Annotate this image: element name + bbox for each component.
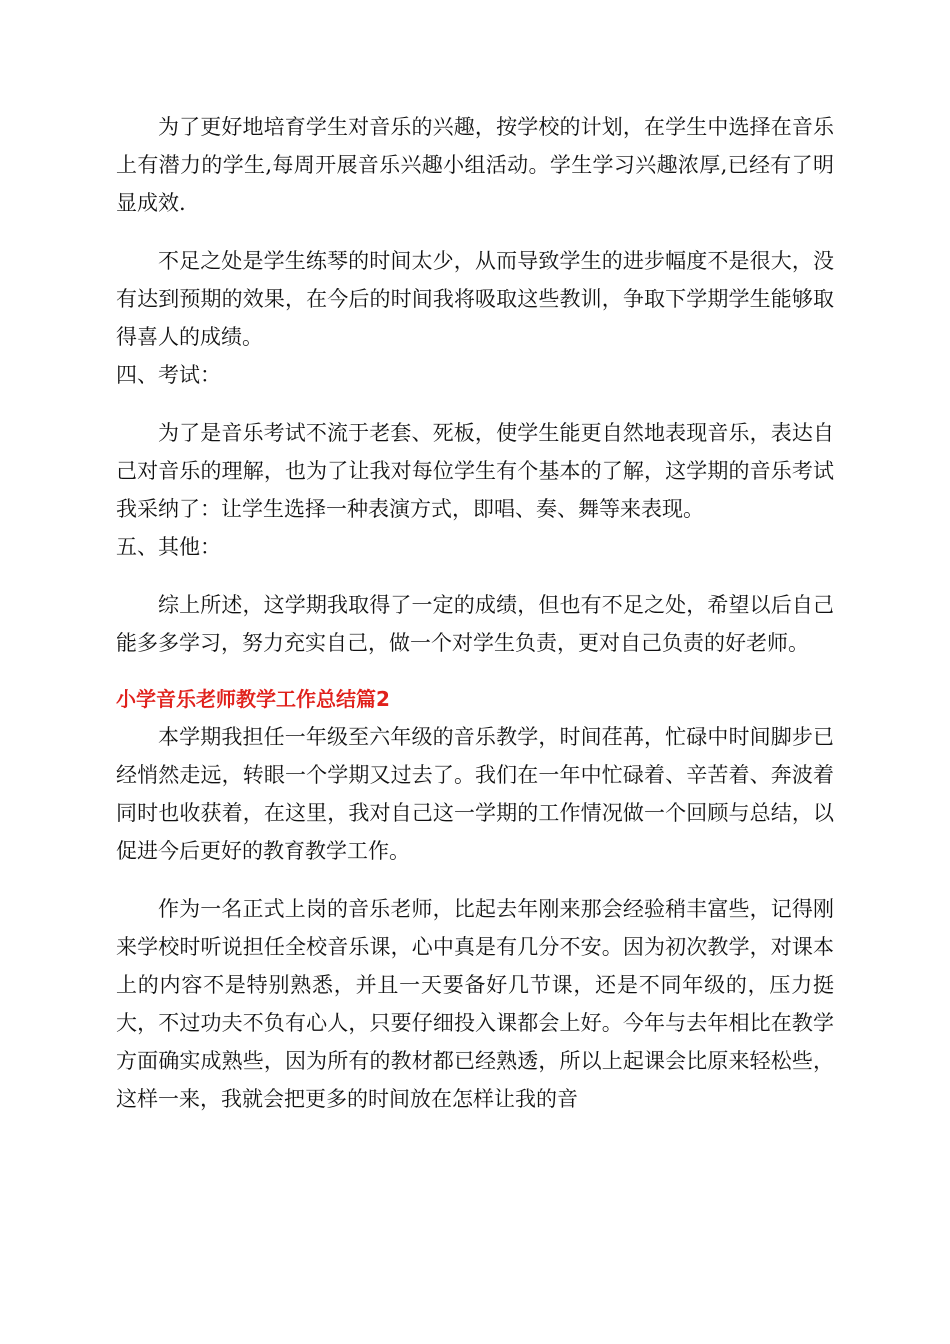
paragraph-shortcomings: 不足之处是学生练琴的时间太少，从而导致学生的进步幅度不是很大，没有达到预期的效果，在今后的时间我将吸取这些教训，争取下学期学生能够取得喜人的成绩。 <box>116 249 834 349</box>
paragraph-summary: 综上所述，这学期我取得了一定的成绩，但也有不足之处，希望以后自己能多多学习，努力充实自己，做一个对学生负责，更对自己负责的好老师。 <box>116 593 834 655</box>
paragraph-semester-intro: 本学期我担任一年级至六年级的音乐教学，时间荏苒，忙碌中时间脚步已经悄然走远，转眼一个学期又过去了。我们在一年中忙碌着、辛苦着、奔波着同时也收获着，在这里，我对自己这一学期的工作情况做一个回顾与总结，以促进今后更好的教育教学工作。 <box>116 725 834 863</box>
paragraph-interest-group: 为了更好地培育学生对音乐的兴趣，按学校的计划，在学生中选择在音乐上有潜力的学生,每周开展音乐兴趣小组活动。学生学习兴趣浓厚,已经有了明显成效. <box>116 115 834 215</box>
paragraph-experience: 作为一名正式上岗的音乐老师，比起去年刚来那会经验稍丰富些，记得刚来学校时听说担任全校音乐课，心中真是有几分不安。因为初次教学，对课本上的内容不是特别熟悉，并且一天要备好几节课，还是不同年级的，压力挺大，不过功夫不负有心人，只要仔细投入课都会上好。今年与去年相比在教学方面确实成熟些，因为所有的教材都已经熟透，所以上起课会比原来轻松些，这样一来，我就会把更多的时间放在怎样让我的音 <box>116 897 834 1111</box>
document-page <box>116 108 834 1118</box>
section-heading-exam: 四、考试： <box>116 363 221 387</box>
section-heading-other: 五、其他： <box>116 535 221 559</box>
article-title-part2: 小学音乐老师教学工作总结篇2 <box>116 687 390 711</box>
paragraph-exam: 为了是音乐考试不流于老套、死板，使学生能更自然地表现音乐，表达自己对音乐的理解，也为了让我对每位学生有个基本的了解，这学期的音乐考试我采纳了：让学生选择一种表演方式，即唱、奏、舞等来表现。 <box>116 421 834 521</box>
